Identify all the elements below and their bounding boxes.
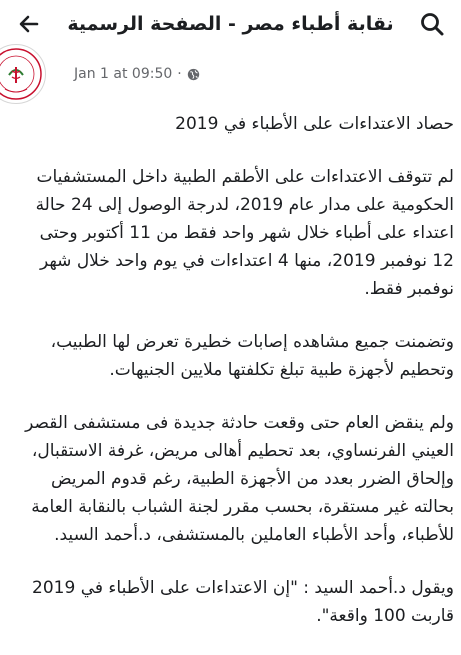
post-paragraph: وتضمنت جميع مشاهده إصابات خطيرة تعرض لها الطبيب، وتحطيم لأجهزة طبية تبلغ تكلفتها ملايين الجنيهات. bbox=[50, 332, 454, 380]
meta-separator: · bbox=[177, 66, 182, 82]
top-bar bbox=[0, 0, 461, 48]
post-timestamp[interactable]: Jan 1 at 09:50 bbox=[74, 66, 173, 82]
back-button[interactable] bbox=[14, 9, 44, 39]
post-meta bbox=[0, 56, 461, 92]
post-paragraph: ويقول د.أحمد السيد : "إن الاعتداءات على الأطباء في 2019 قاربت 100 واقعة". bbox=[32, 578, 454, 626]
post-text bbox=[14, 110, 454, 655]
search-button[interactable] bbox=[417, 9, 447, 39]
post-paragraph: لم تتوقف الاعتداءات على الأطقم الطبية داخل المستشفيات الحكومية على مدار عام 2019، لدرجة الوصول إلى 24 حالة اعتداء على أطباء خلال شهر واحد فقط من 11 أكتوبر وحتى 12 نوفمبر 2019، منها 4 اعتداءات في يوم واحد خلال شهر نوفمبر فقط. bbox=[35, 167, 454, 299]
globe-icon bbox=[187, 68, 200, 81]
post-timestamp-row bbox=[74, 66, 200, 82]
post-paragraph: ولم ينقض العام حتى وقعت حادثة جديدة فى مستشفى القصر العيني الفرنساوي، بعد تحطيم أهالى مريض، غرفة الاستقبال، وإلحاق الضرر بعدد من الأجهزة الطبية، رغم قدوم المريض بحالته غير مستقرة، بحسب مقرر لجنة الشباب بالنقابة العامة للأطباء، وأحد الأطباء العاملين بالمستشفى، د.أحمد السيد. bbox=[25, 413, 454, 545]
syndicate-logo-icon bbox=[0, 45, 45, 103]
page-title: نقابة أطباء مصر - الصفحة الرسمية bbox=[67, 13, 394, 35]
back-arrow-icon bbox=[17, 12, 41, 36]
search-icon bbox=[419, 11, 445, 37]
post-heading: حصاد الاعتداءات على الأطباء في 2019 bbox=[175, 114, 454, 134]
page-avatar[interactable] bbox=[0, 44, 46, 104]
